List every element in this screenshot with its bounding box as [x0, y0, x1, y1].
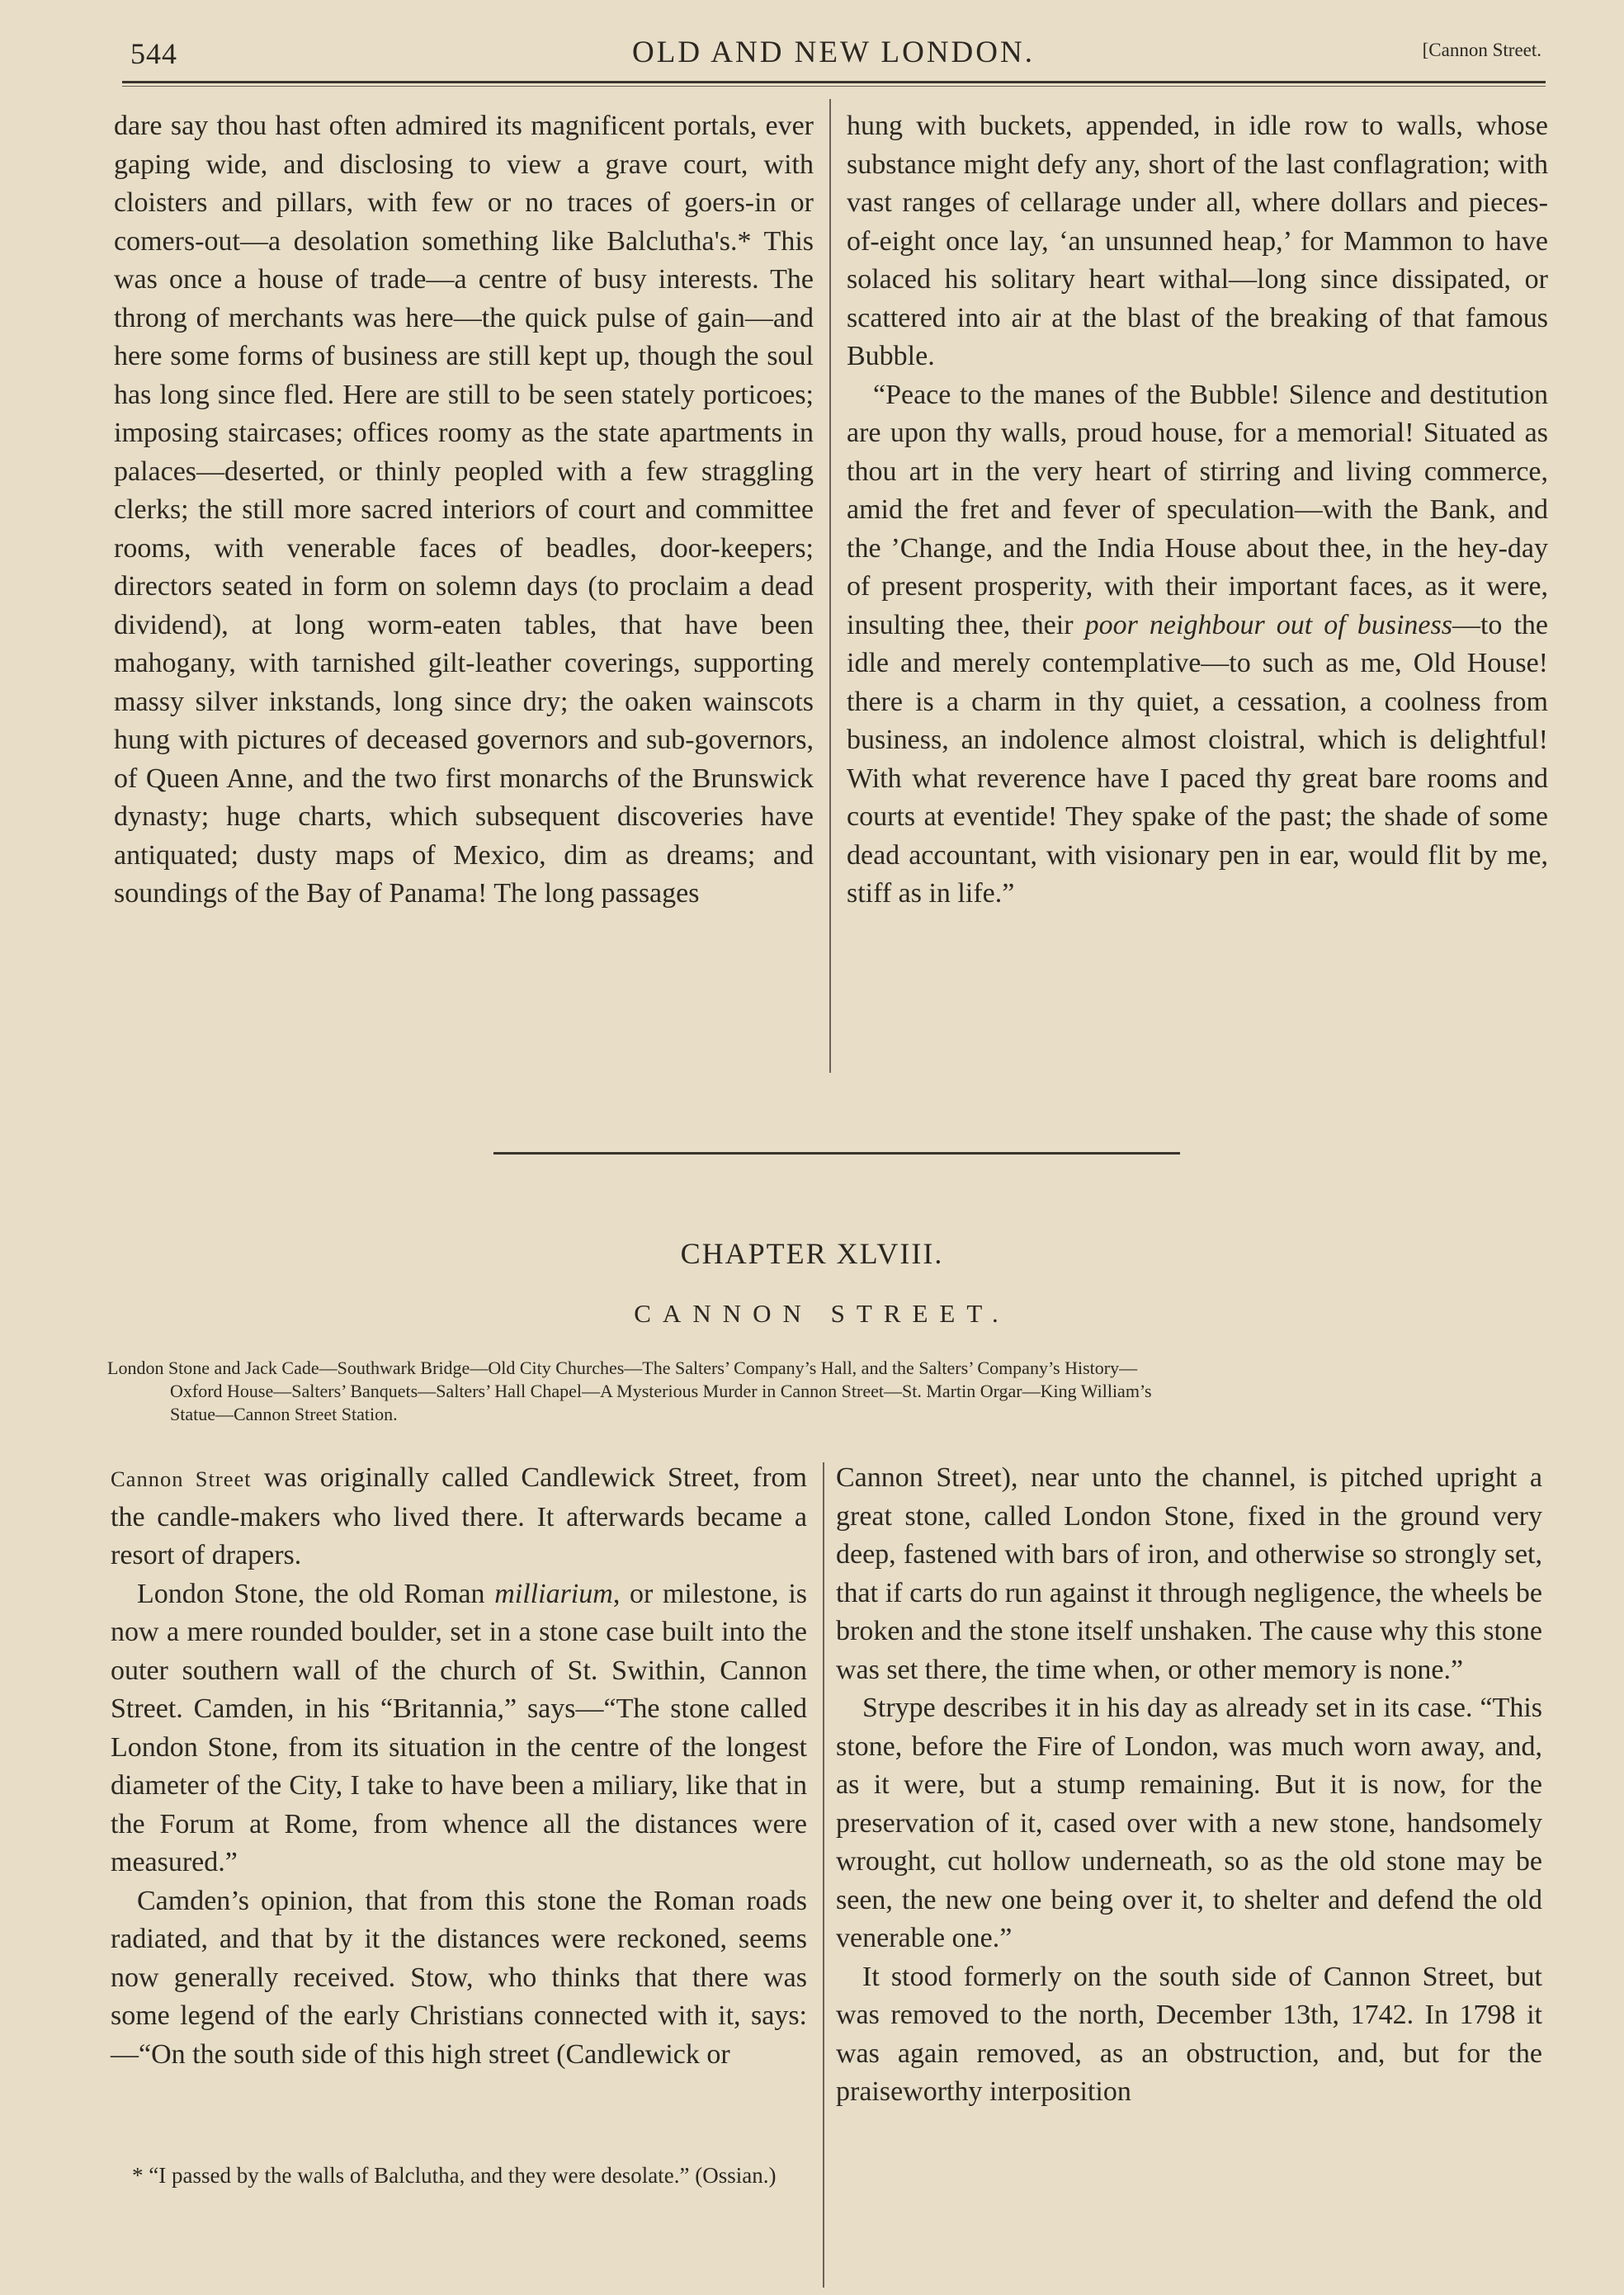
bottom-right-column [836, 1459, 1542, 2112]
paragraph [111, 1459, 807, 1575]
synopsis-line: London Stone and Jack Cade—Southwark Bridge—Old City Churches—The Salters’ Company’s Hall, and the Salters’ Company’s History— [107, 1358, 1138, 1378]
running-title: OLD AND NEW LONDON. [632, 35, 1035, 69]
paragraph: hung with buckets, appended, in idle row to walls, whose substance might defy any, short of the last conflagration; with vast ranges of cellarage under all, where dollars and pieces-of-eight once lay, ‘an unsunned heap,’ for Mammon to have solaced his solitary heart withal—long since dissipated, or scattered into air at the blast of the breaking of that famous Bubble. [847, 111, 1548, 371]
chapter-title: CANNON STREET. [634, 1299, 1010, 1328]
italic-run: milliarium [494, 1578, 613, 1609]
text-run: , or milestone, is now a mere rounded boulder, set in a stone case built into the outer southern wall of the church of St. Swithin, Cannon Street. Camden, in his “Britannia,” says—“The stone called London Stone, from its situation in the centre of the longest diameter of the City, I take to have been a miliary, like that in the Forum at Rome, from whence all the distances were measured.” [111, 1578, 807, 1877]
synopsis-line: Oxford House—Salters’ Banquets—Salters’ Hall Chapel—A Mysterious Murder in Cannon Street—St. Martin Orgar—King William’s [170, 1381, 1152, 1401]
chapter-synopsis [107, 1357, 1551, 1426]
footnote-text: * “I passed by the walls of Balclutha, and they were desolate.” (Ossian.) [132, 2163, 777, 2188]
bottom-left-column [111, 1459, 807, 2074]
header-rule [122, 81, 1546, 83]
footnote [111, 2160, 807, 2191]
paragraph: Cannon Street), near unto the channel, is pitched upright a great stone, called London Stone, fixed in the ground very deep, fastened with bars of iron, and otherwise so strongly set, that if carts do run against it through negligence, the wheels be broken and the stone itself unshaken. The cause why this stone was set there, the time when, or other memory is none.” [836, 1462, 1542, 1685]
paragraph: Camden’s opinion, that from this stone the Roman roads radiated, and that by it the distances were reckoned, seems now generally received. Stow, who thinks that there was some legend of the early Christians connected with it, says:—“On the south side of this high street (Candlewick or [111, 1885, 807, 2070]
small-caps-run: Cannon Street [111, 1466, 252, 1491]
paragraph [847, 376, 1548, 914]
synopsis-line: Statue—Cannon Street Station. [170, 1404, 398, 1424]
chapter-number: CHAPTER XLVIII. [680, 1237, 944, 1270]
paragraph: Strype describes it in his day as already set in its case. “This stone, before the Fire of London, was much worn away, and, as it were, but a stump remaining. But it is now, for the preservation of it, cased over with a new stone, handsomely wrought, cut hollow underneath, so as the old stone may be seen, the new one being over it, to shelter and defend the old venerable one.” [836, 1693, 1542, 1953]
column-divider [829, 99, 831, 1073]
running-header [125, 31, 1541, 71]
italic-run: poor neighbour out of business [1084, 609, 1452, 640]
chapter-rule [493, 1152, 1180, 1155]
column-divider [823, 1462, 824, 2288]
text-run: London Stone, the old Roman [137, 1578, 495, 1609]
header-rule-thin [122, 86, 1546, 87]
running-section: [Cannon Street. [1422, 40, 1541, 60]
top-right-column [847, 107, 1548, 914]
top-left-column [114, 107, 814, 914]
text-run: —to the idle and merely contemplative—to such as me, Old House! there is a charm in thy quiet, a cessation, a coolness from business, an indolence almost cloistral, which is delightful! With what reverence have I paced thy great bare rooms and courts at eventide! They spake of the past; the shade of some dead accountant, with visionary pen in ear, would flit by me, stiff as in life.” [847, 609, 1549, 909]
text-run: “Peace to the manes of the Bubble! Silence and destitution are upon thy walls, proud house, for a memorial! Situated as thou art in the very heart of stirring and living commerce, amid the fret and fever of speculation—with the Bank, and the ’Change, and the India House about thee, in the hey-day of present prosperity, with their important faces, as it were, insulting thee, their [847, 379, 1548, 640]
paragraph: It stood formerly on the south side of Cannon Street, but was removed to the north, December 13th, 1742. In 1798 it was again removed, as an obstruction, and, but for the praiseworthy interposition [836, 1961, 1542, 2107]
page-number: 544 [130, 37, 177, 70]
text-run: was originally called Candlewick Street, from the candle-makers who lived there. It afterwards became a resort of drapers. [111, 1462, 807, 1570]
paragraph [111, 1575, 807, 1882]
paragraph: dare say thou hast often admired its magnificent portals, ever gaping wide, and disclosing to view a grave court, with cloisters and pillars, with few or no traces of goers-in or comers-out—a desolation something like Balclutha's.* This was once a house of trade—a centre of busy interests. The throng of merchants was here—the quick pulse of gain—and here some forms of business are still kept up, though the soul has long since fled. Here are still to be seen stately porticoes; imposing staircases; offices roomy as the state apartments in palaces—deserted, or thinly peopled with a few straggling clerks; the still more sacred interiors of court and committee rooms, with venerable faces of beadles, door-keepers; directors seated in form on solemn days (to proclaim a dead dividend), at long worm-eaten tables, that have been mahogany, with tarnished gilt-leather coverings, supporting massy silver inkstands, long since dry; the oaken wainscots hung with pictures of deceased governors and sub-governors, of Queen Anne, and the two first monarchs of the Brunswick dynasty; huge charts, which subsequent discoveries have antiquated; dusty maps of Mexico, dim as dreams; and soundings of the Bay of Panama! The long passages [114, 111, 814, 909]
